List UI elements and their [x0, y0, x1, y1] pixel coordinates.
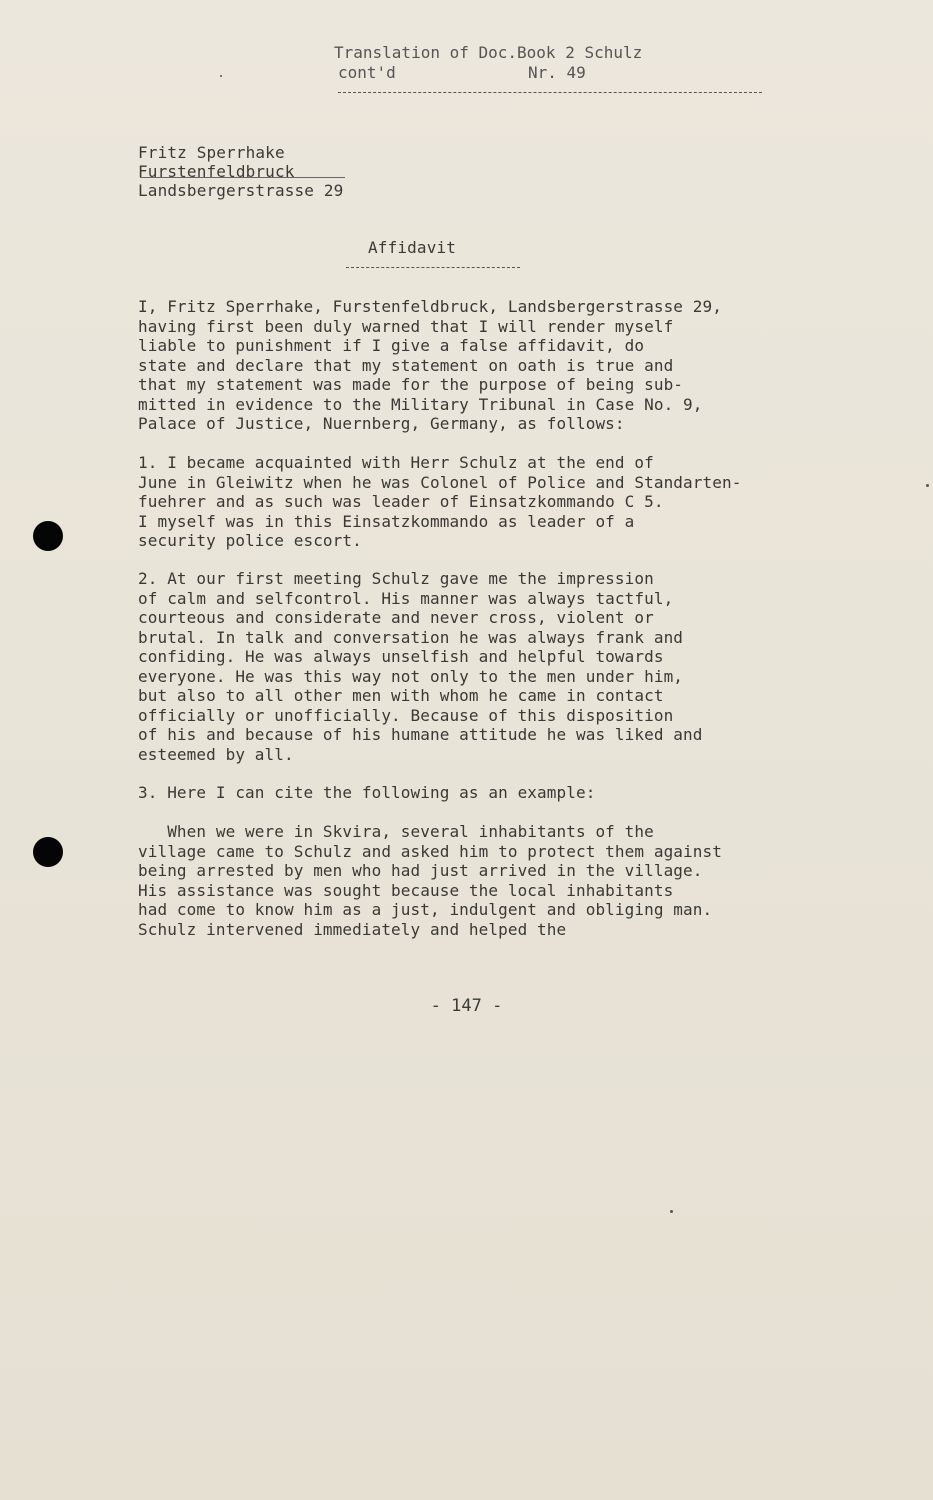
text-line: liable to punishment if I give a false affidavit, do: [138, 336, 645, 355]
text-line: I myself was in this Einsatzkommando as leader of a: [138, 511, 635, 531]
text-line: esteemed by all.: [138, 744, 294, 764]
title-rule: [346, 267, 520, 268]
text-line: being arrested by men who had just arrived in the village.: [138, 861, 703, 880]
text-line: village came to Schulz and asked him to protect them against: [138, 841, 722, 861]
punch-hole-top: [33, 521, 63, 551]
stray-mark: [670, 1210, 673, 1213]
text-line: 3. Here I can cite the following as an example:: [138, 783, 596, 802]
text-line: 2. At our first meeting Schulz gave me the impression: [138, 569, 654, 588]
stray-mark: [220, 75, 222, 77]
example-paragraph: [138, 822, 838, 939]
affiant-name: Fritz Sperrhake: [138, 143, 285, 162]
document-title: Affidavit: [368, 238, 457, 257]
document-reference: Translation of Doc.Book 2 Schulz: [334, 43, 643, 62]
text-line: When we were in Skvira, several inhabitants of the: [138, 822, 654, 841]
text-line: His assistance was sought because the local inhabitants: [138, 880, 674, 900]
header-rule: [338, 92, 762, 93]
stray-mark: [926, 484, 929, 487]
text-line: confiding. He was always unselfish and helpful towards: [138, 647, 664, 666]
document-number: Nr. 49: [528, 63, 586, 82]
text-line: of calm and selfcontrol. His manner was always tactful,: [138, 588, 674, 608]
town-underline: [140, 177, 345, 178]
text-line: Palace of Justice, Nuernberg, Germany, as follows:: [138, 414, 625, 433]
text-line: having first been duly warned that I will render myself: [138, 316, 674, 336]
affiant-town: Furstenfeldbruck: [138, 162, 295, 181]
text-line: courteous and considerate and never cross, violent or: [138, 608, 654, 627]
text-line: had come to know him as a just, indulgent and obliging man.: [138, 900, 713, 919]
text-line: fuehrer and as such was leader of Einsatzkommando C 5.: [138, 492, 664, 511]
text-line: security police escort.: [138, 531, 362, 550]
text-line: 1. I became acquainted with Herr Schulz at the end of: [138, 453, 654, 472]
paragraph-2: [138, 569, 838, 764]
paragraph-1: [138, 453, 838, 551]
text-line: but also to all other men with whom he came in contact: [138, 686, 664, 705]
text-line: officially or unofficially. Because of this disposition: [138, 705, 674, 725]
paragraph-3: [138, 783, 838, 803]
text-line: of his and because of his humane attitude he was liked and: [138, 725, 703, 744]
text-line: Schulz intervened immediately and helped the: [138, 919, 567, 939]
text-line: mitted in evidence to the Military Tribunal in Case No. 9,: [138, 394, 703, 414]
text-line: that my statement was made for the purpose of being sub-: [138, 375, 684, 394]
text-line: state and declare that my statement on oath is true and: [138, 355, 674, 375]
text-line: June in Gleiwitz when he was Colonel of Police and Standarten-: [138, 472, 742, 492]
intro-paragraph: [138, 297, 838, 434]
text-line: I, Fritz Sperrhake, Furstenfeldbruck, Landsbergerstrasse 29,: [138, 297, 722, 316]
affiant-street: Landsbergerstrasse 29: [138, 181, 344, 200]
page-number: - 147 -: [430, 996, 503, 1016]
text-line: everyone. He was this way not only to the men under him,: [138, 666, 684, 686]
continuation-label: cont'd: [338, 63, 396, 82]
text-line: brutal. In talk and conversation he was always frank and: [138, 627, 684, 647]
punch-hole-bottom: [33, 837, 63, 867]
